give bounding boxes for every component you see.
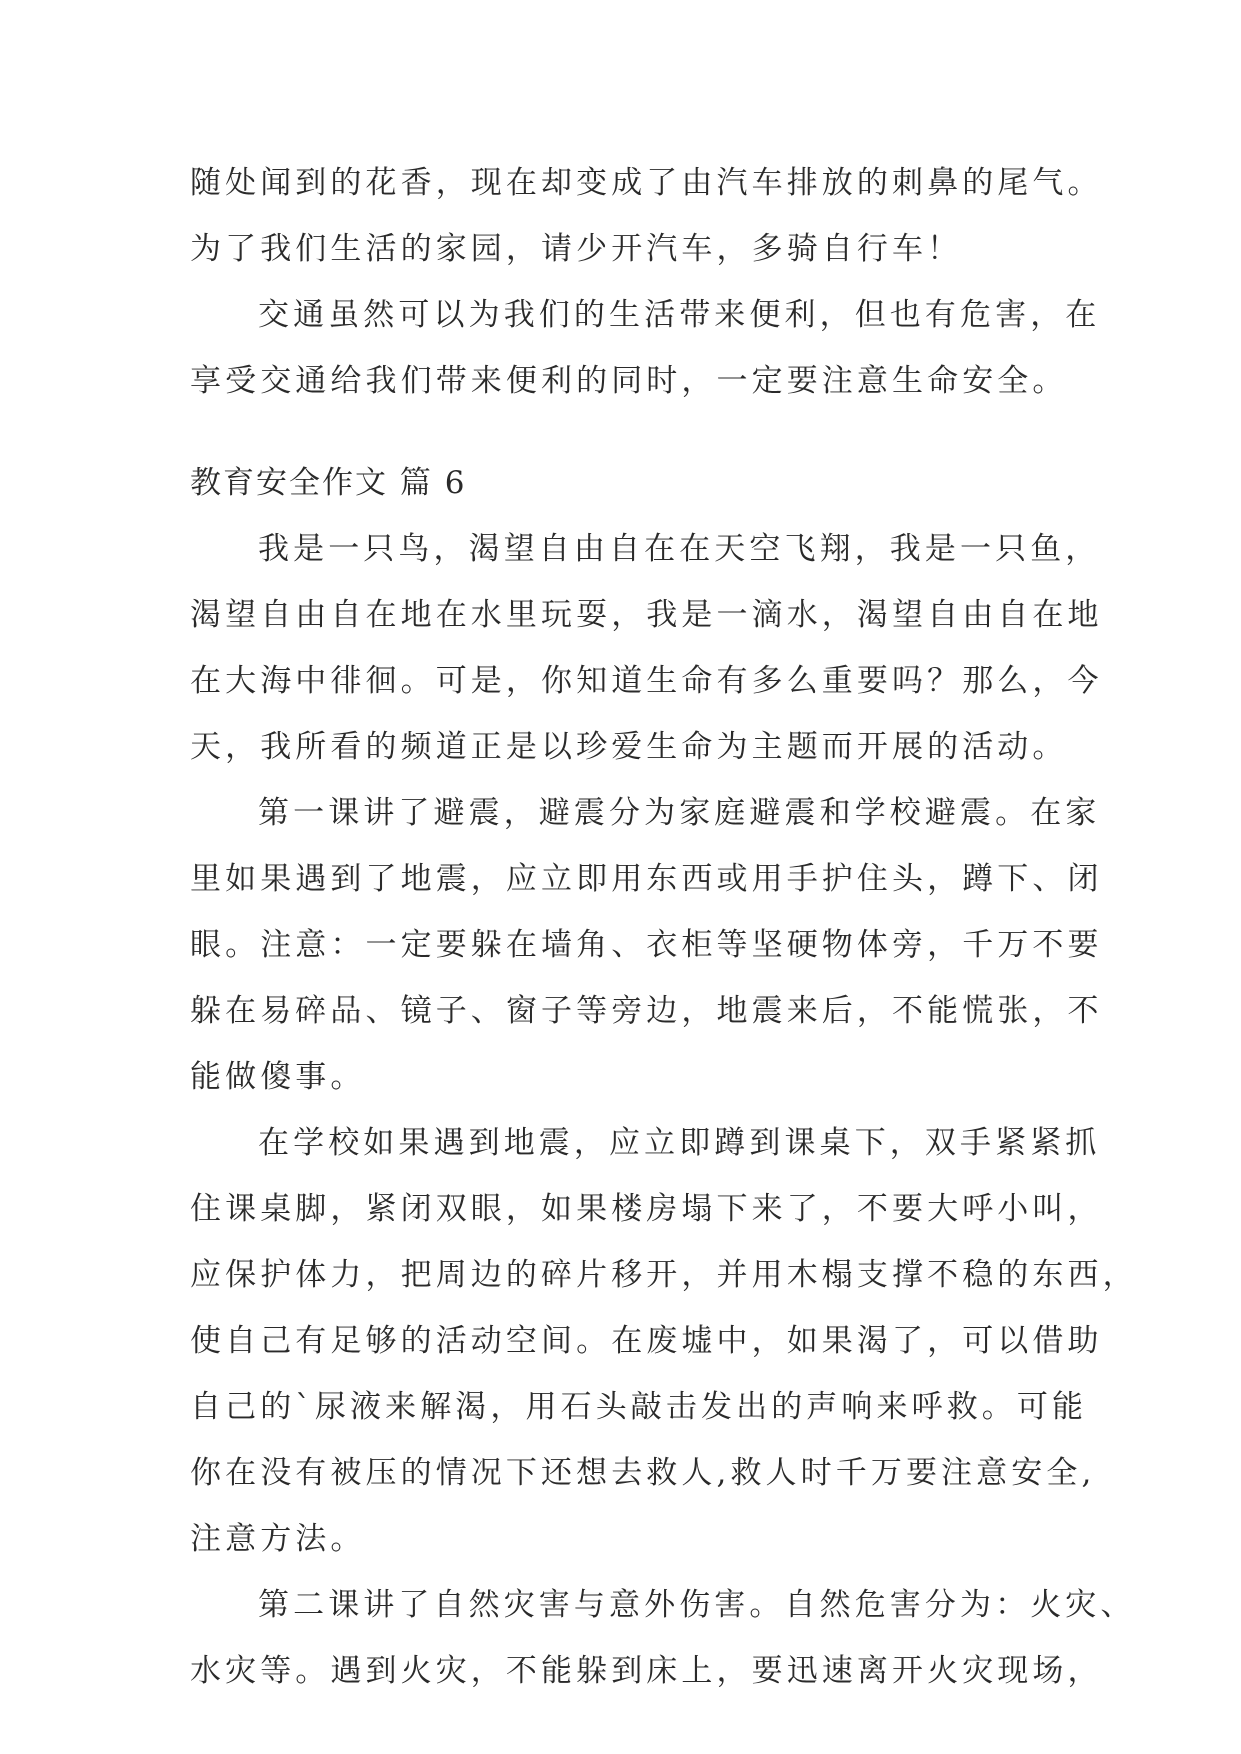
paragraph-line: 在大海中徘徊。可是，你知道生命有多么重要吗？那么，今	[190, 663, 1103, 699]
paragraph-line: 里如果遇到了地震，应立即用东西或用手护住头，蹲下、闭	[190, 861, 1103, 897]
paragraph-line: 第二课讲了自然灾害与意外伤害。自然危害分为：火灾、	[258, 1587, 1136, 1623]
paragraph-line: 应保护体力，把周边的碎片移开，并用木榻支撑不稳的东西，	[190, 1257, 1138, 1293]
paragraph-line: 在学校如果遇到地震，应立即蹲到课桌下，双手紧紧抓	[258, 1125, 1101, 1161]
paragraph-line: 渴望自由自在地在水里玩耍，我是一滴水，渴望自由自在地	[190, 597, 1103, 633]
section-title: 教育安全作文 篇 6	[190, 465, 467, 501]
paragraph-line: 住课桌脚，紧闭双眼，如果楼房塌下来了，不要大呼小叫，	[190, 1191, 1103, 1227]
paragraph-line: 躲在易碎品、镜子、窗子等旁边，地震来后，不能慌张，不	[190, 993, 1103, 1029]
paragraph-line: 我是一只鸟，渴望自由自在在天空飞翔，我是一只鱼，	[258, 531, 1101, 567]
paragraph-line: 第一课讲了避震，避震分为家庭避震和学校避震。在家	[258, 795, 1101, 831]
paragraph-line: 交通虽然可以为我们的生活带来便利，但也有危害，在	[258, 297, 1101, 333]
paragraph-line: 为了我们生活的家园，请少开汽车，多骑自行车！	[190, 231, 963, 267]
paragraph-line: 天，我所看的频道正是以珍爱生命为主题而开展的活动。	[190, 729, 1068, 765]
paragraph-line: 随处闻到的花香，现在却变成了由汽车排放的刺鼻的尾气。	[190, 165, 1103, 201]
paragraph-line: 水灾等。遇到火灾，不能躲到床上，要迅速离开火灾现场，	[190, 1653, 1103, 1689]
paragraph-line: 注意方法。	[190, 1521, 366, 1557]
paragraph-line: 自己的`尿液来解渴，用石头敲击发出的声响来呼救。可能	[190, 1389, 1088, 1425]
paragraph-line: 眼。注意：一定要躲在墙角、衣柜等坚硬物体旁，千万不要	[190, 927, 1103, 963]
paragraph-line: 能做傻事。	[190, 1059, 366, 1095]
paragraph-line: 使自己有足够的活动空间。在废墟中，如果渴了，可以借助	[190, 1323, 1103, 1359]
paragraph-line: 享受交通给我们带来便利的同时，一定要注意生命安全。	[190, 363, 1068, 399]
paragraph-line: 你在没有被压的情况下还想去救人,救人时千万要注意安全,	[190, 1455, 1096, 1491]
